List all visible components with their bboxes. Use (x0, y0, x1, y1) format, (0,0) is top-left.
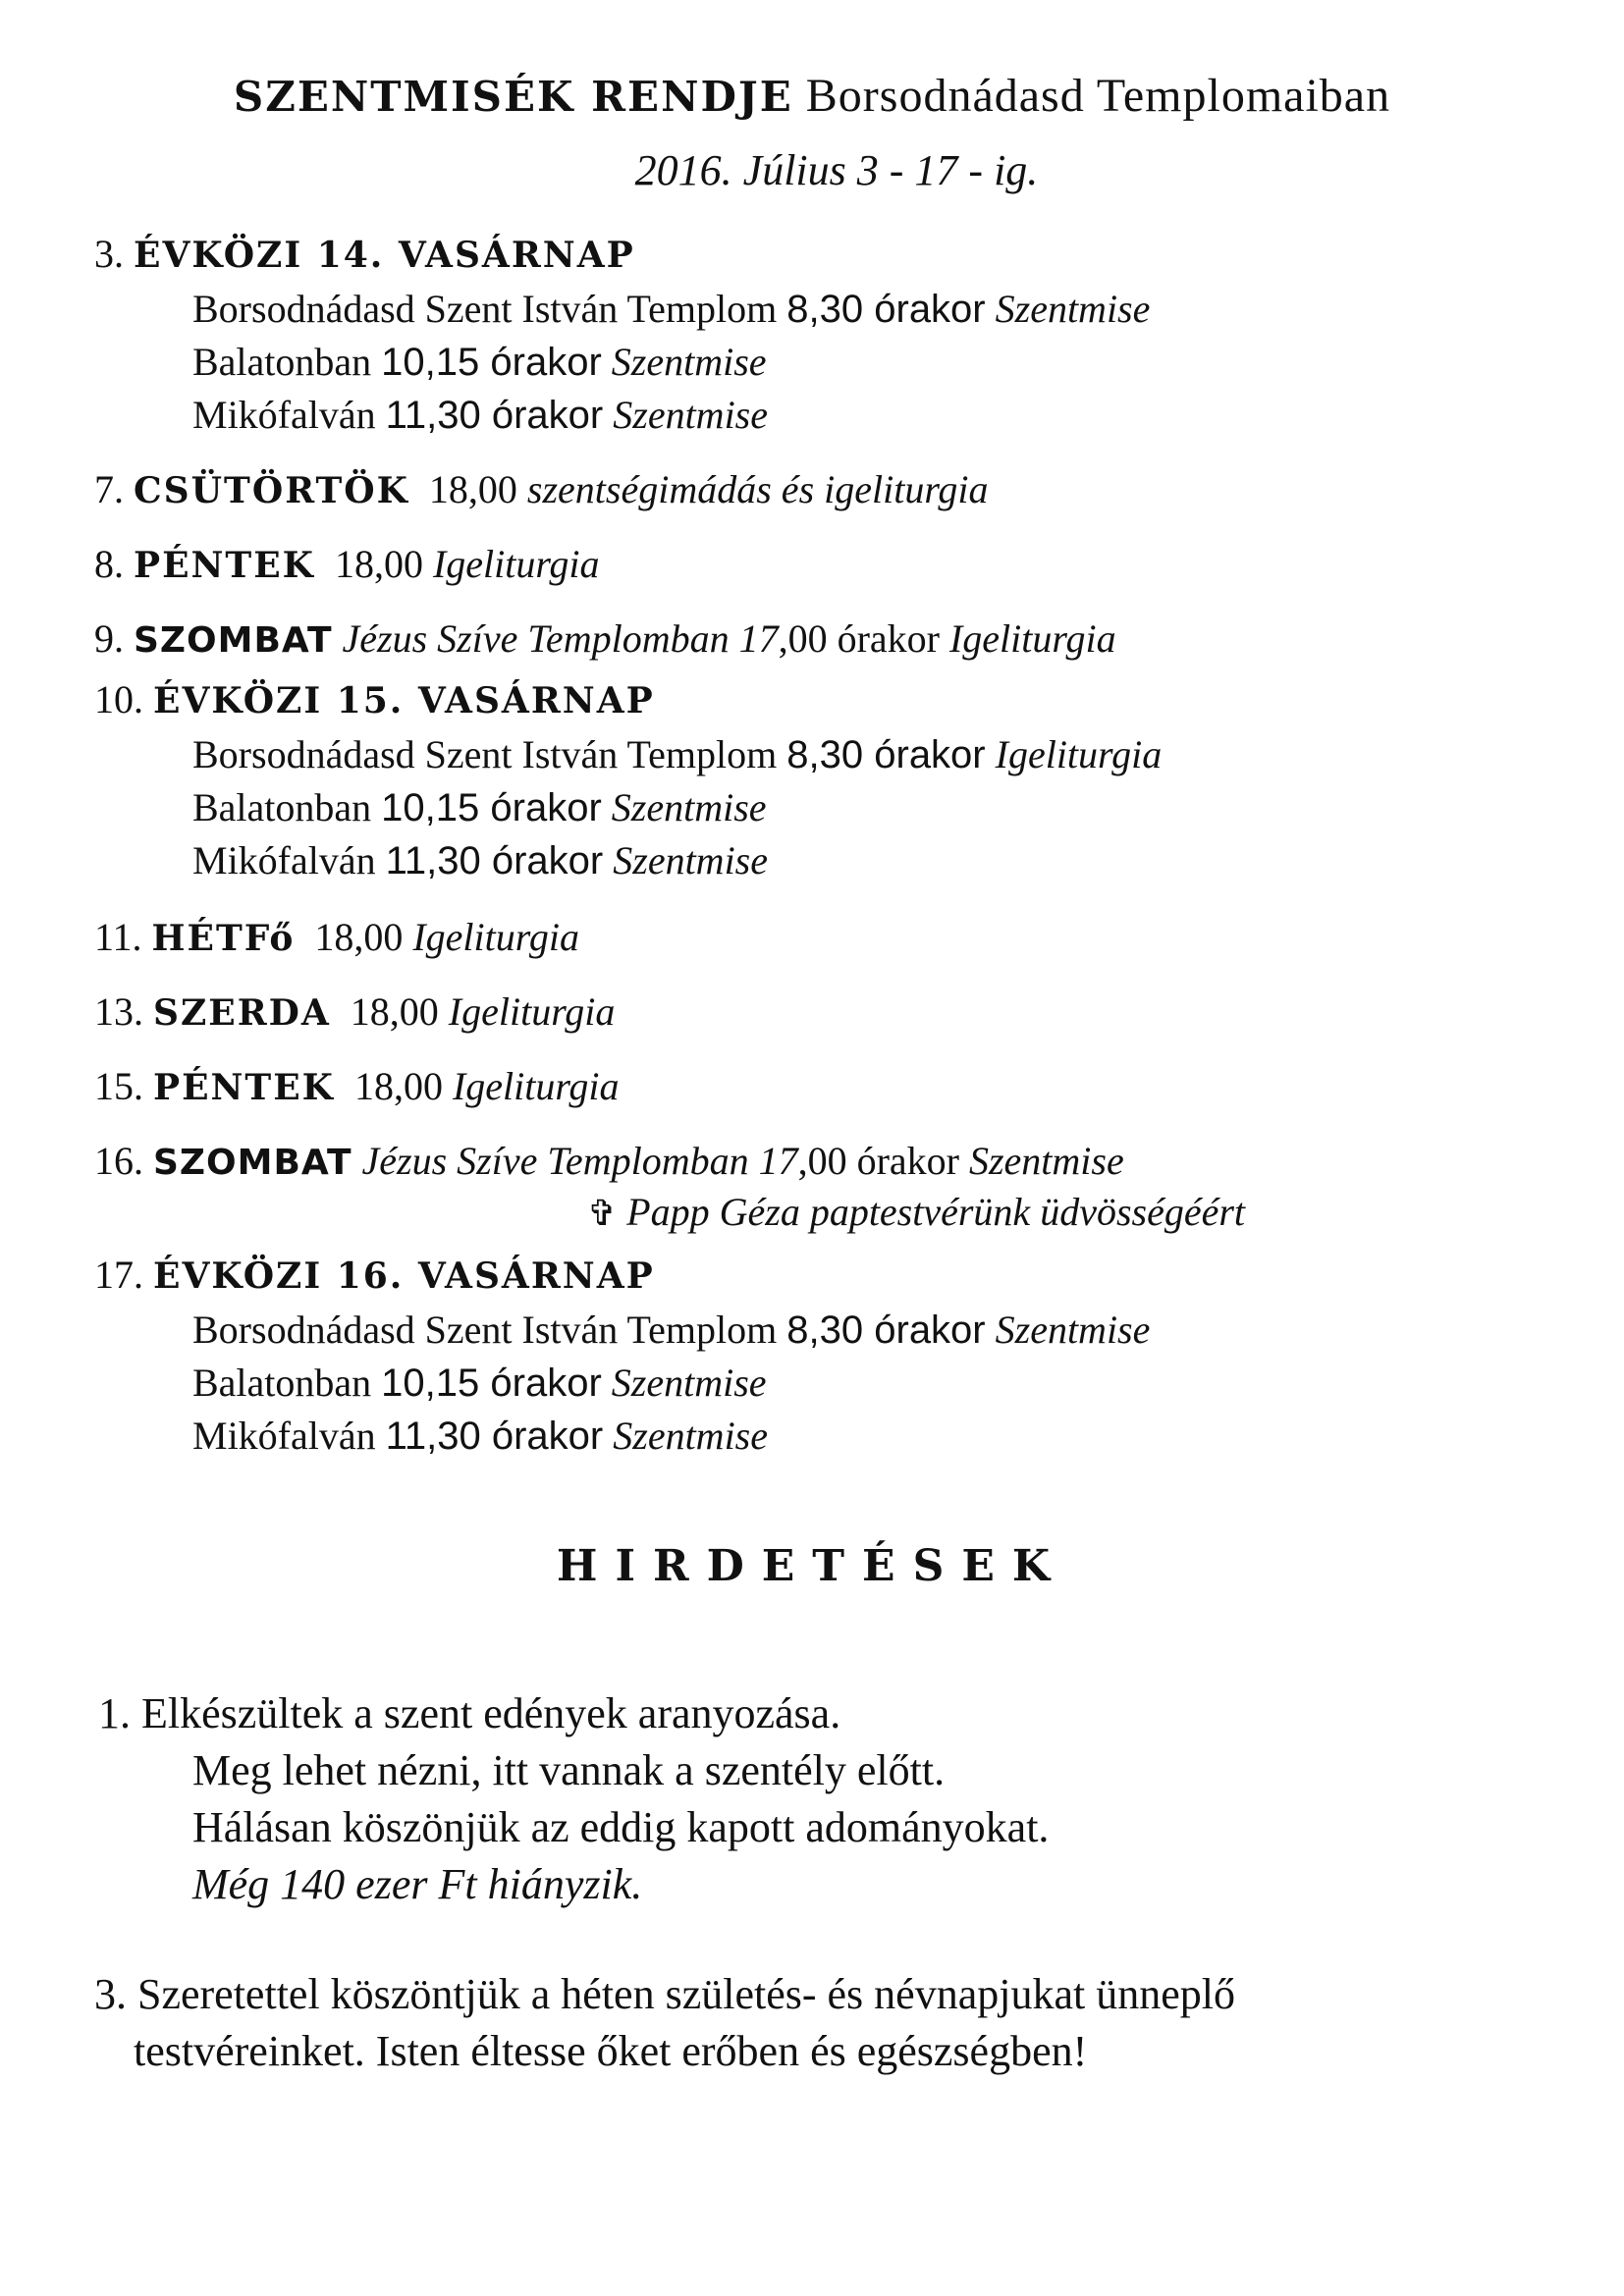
schedule-sub: Borsodnádasd Szent István Templom 8,30 órakor Igeliturgia (192, 732, 1163, 776)
schedule-sub: Mikófalván 11,30 órakor Szentmise (192, 1414, 769, 1458)
announcement-item: 1. Elkészültek a szent edények aranyozása. (98, 1689, 841, 1737)
schedule-sub: Balatonban 10,15 órakor Szentmise (192, 785, 767, 829)
announcement-line: Hálásan köszönjük az eddig kapott adományokat. (192, 1803, 1050, 1851)
day-name: ÉVKÖZI 16. VASÁRNAP (153, 1255, 655, 1297)
day-name: SZERDA (153, 992, 331, 1034)
schedule-sub: Mikófalván 11,30 órakor Szentmise (192, 838, 769, 882)
announcement-line: Meg lehet nézni, itt vannak a szentély előtt. (192, 1746, 946, 1794)
page-title (0, 69, 1624, 123)
schedule-sub: Borsodnádasd Szent István Templom 8,30 órakor Szentmise (192, 1308, 1151, 1352)
announcement-item: 3. Szeretettel köszöntjük a héten születés- és névnapjukat ünneplő (94, 1970, 1235, 2018)
schedule-day: 16. SZOMBAT Jézus Szíve Templomban 17,00 órakor Szentmise (94, 1139, 1124, 1183)
cross-icon: ✞ (587, 1194, 618, 1234)
title-rest: Borsodnádasd Templomaiban (805, 70, 1391, 122)
day-name: CSÜTÖRTÖK (134, 470, 409, 511)
schedule-sub: Balatonban 10,15 órakor Szentmise (192, 340, 767, 384)
schedule-day: 9. SZOMBAT Jézus Szíve Templomban 17,00 órakor Igeliturgia (94, 616, 1116, 661)
day-name: SZOMBAT (153, 1143, 352, 1183)
announcements-title: HIRDETÉSEK (556, 1541, 1068, 1591)
day-name: ÉVKÖZI 14. VASÁRNAP (134, 235, 635, 276)
title-deco: SZENTMISÉK RENDJE (233, 73, 793, 121)
schedule-sub: Borsodnádasd Szent István Templom 8,30 órakor Szentmise (192, 287, 1151, 331)
day-name: SZOMBAT (134, 620, 333, 661)
date-range: 2016. Július 3 - 17 - ig. (634, 146, 1039, 194)
schedule-day: 17. ÉVKÖZI 16. VASÁRNAP (94, 1253, 655, 1297)
schedule-day: 7. CSÜTÖRTÖK 18,00 szentségimádás és igeliturgia (94, 467, 989, 511)
schedule-sub: Balatonban 10,15 órakor Szentmise (192, 1361, 767, 1405)
day-name: PÉNTEK (134, 545, 315, 586)
announcement-line: testvéreinket. Isten éltesse őket erőben és egészségben! (134, 2027, 1088, 2075)
announcement-line: Még 140 ezer Ft hiányzik. (192, 1860, 643, 1908)
day-name: PÉNTEK (153, 1067, 335, 1108)
schedule-day: 10. ÉVKÖZI 15. VASÁRNAP (94, 677, 655, 721)
schedule-day: 11. HÉTFő 18,00 Igeliturgia (94, 915, 579, 959)
schedule-sub: Mikófalván 11,30 órakor Szentmise (192, 393, 769, 437)
schedule-day: 8. PÉNTEK 18,00 Igeliturgia (94, 542, 600, 586)
schedule-day: 13. SZERDA 18,00 Igeliturgia (94, 989, 616, 1034)
day-name: HÉTFő (151, 918, 296, 959)
day-name: ÉVKÖZI 15. VASÁRNAP (153, 680, 655, 721)
schedule-day: 15. PÉNTEK 18,00 Igeliturgia (94, 1064, 620, 1108)
memorial-note: ✞ Papp Géza paptestvérünk üdvösségéért (587, 1190, 1246, 1234)
schedule-day: 3. ÉVKÖZI 14. VASÁRNAP (94, 232, 635, 276)
